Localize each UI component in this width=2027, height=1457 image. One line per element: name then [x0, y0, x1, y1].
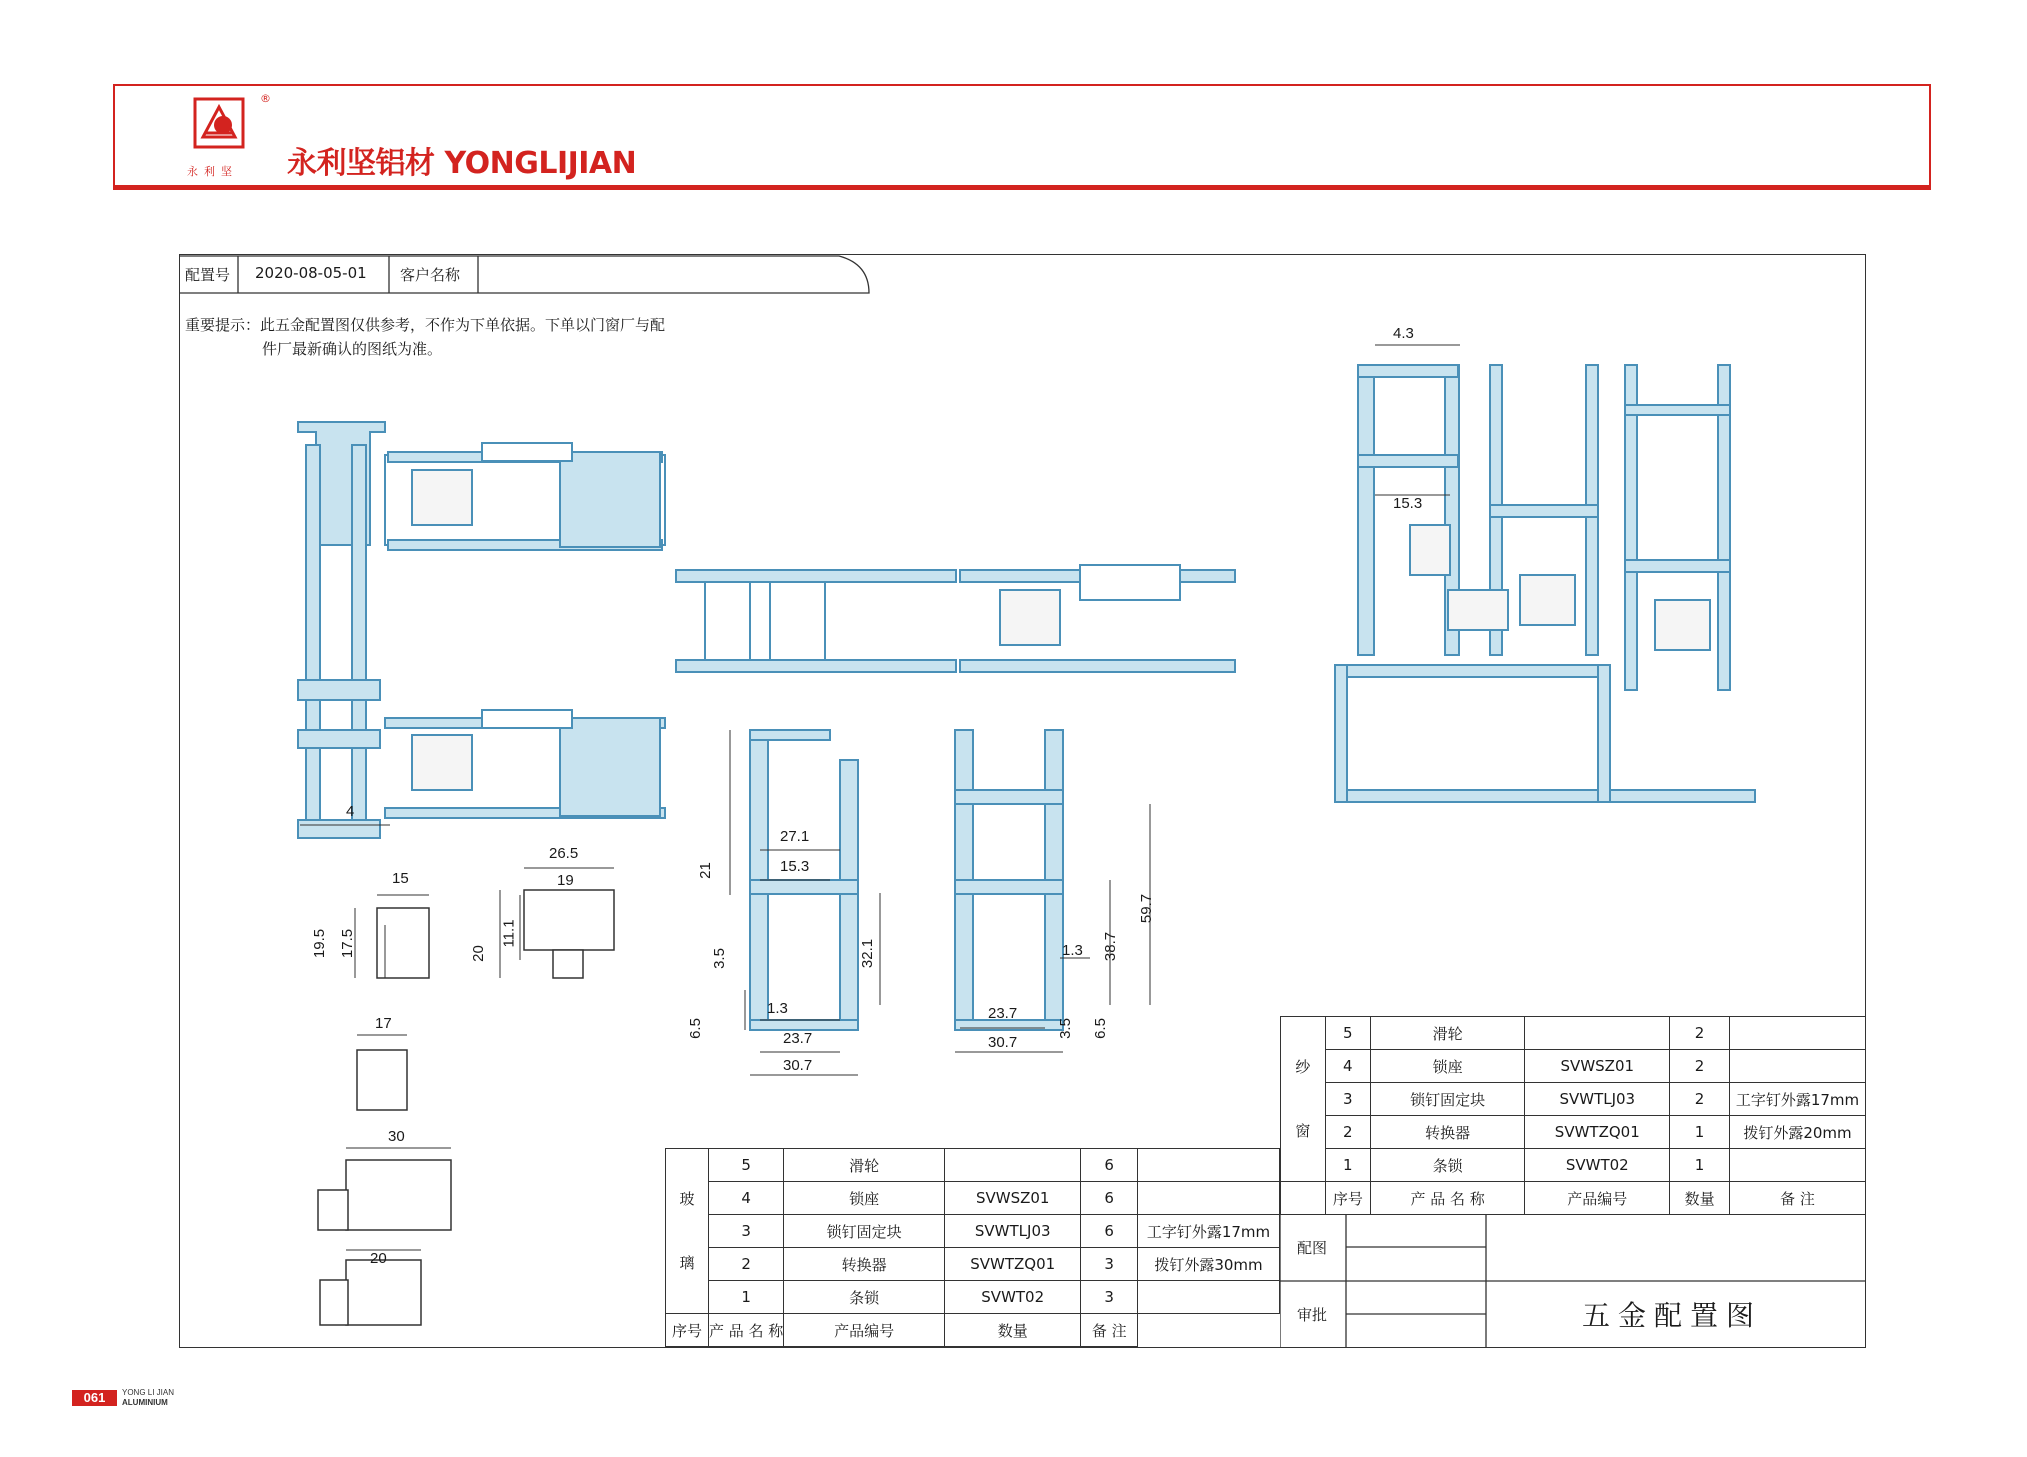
dim-label: 30.7	[988, 1034, 1018, 1051]
cell-code: SVWT02	[1525, 1149, 1670, 1182]
header-name: 产 品 名 称	[1370, 1182, 1525, 1215]
dim-label: 20	[469, 945, 487, 962]
header-remark: 备 注	[1730, 1182, 1866, 1215]
cell-code: SVWT02	[944, 1281, 1080, 1314]
cell-remark	[1137, 1182, 1279, 1215]
dim-label: 19.5	[311, 928, 329, 959]
dim-label: 1.3	[1062, 942, 1083, 959]
table-header-row	[666, 1314, 1280, 1347]
table-row	[1281, 1083, 1866, 1116]
cell-qty: 1	[1670, 1116, 1730, 1149]
cell-qty: 6	[1081, 1149, 1138, 1182]
dim-label: 4.3	[1393, 325, 1414, 342]
cell-qty: 3	[1081, 1281, 1138, 1314]
cell-name: 锁座	[784, 1182, 945, 1215]
registered-mark: ®	[260, 92, 271, 105]
cell-remark	[1730, 1149, 1866, 1182]
cell-no: 5	[708, 1149, 783, 1182]
config-value: 2020-08-05-01	[255, 264, 367, 282]
cell-qty: 2	[1670, 1050, 1730, 1083]
header-no: 序号	[1325, 1182, 1370, 1215]
cell-remark	[1730, 1017, 1866, 1050]
header-remark: 备 注	[1081, 1314, 1138, 1347]
config-label: 配置号	[185, 266, 231, 284]
glass-bom-table	[665, 1148, 1280, 1347]
table-row	[666, 1182, 1280, 1215]
title-block-frame	[1280, 1214, 1866, 1348]
cell-name: 条锁	[1370, 1149, 1525, 1182]
cell-code: SVWSZ01	[944, 1182, 1080, 1215]
brand-name: 永利坚铝材 YONGLIJIAN	[287, 146, 637, 181]
dim-label: 3.5	[1056, 1018, 1074, 1039]
dim-label: 11.1	[500, 919, 518, 948]
cell-no: 1	[1325, 1149, 1370, 1182]
cell-name: 锁钉固定块	[784, 1215, 945, 1248]
note-line-2: 件厂最新确认的图纸为准。	[262, 340, 443, 358]
dim-label: 6.5	[686, 1018, 704, 1039]
header-code: 产品编号	[784, 1314, 945, 1347]
approve-label: 审批	[1297, 1306, 1328, 1324]
screen-bom-table	[1280, 1016, 1866, 1215]
dim-label: 23.7	[783, 1030, 813, 1047]
interlock-profile	[676, 565, 1235, 672]
dim-label: 1.3	[767, 1000, 788, 1017]
dim-label: 6.5	[1091, 1018, 1109, 1039]
drawing-label: 配图	[1297, 1239, 1328, 1257]
dim-label: 27.1	[780, 828, 810, 845]
cell-no: 2	[1325, 1116, 1370, 1149]
screen-assembly	[1335, 365, 1755, 802]
dim-label: 59.7	[1138, 893, 1156, 924]
dim-label: 15.3	[1393, 495, 1423, 512]
cell-qty: 2	[1670, 1017, 1730, 1050]
cell-name: 条锁	[784, 1281, 945, 1314]
cell-qty: 6	[1081, 1215, 1138, 1248]
header-code: 产品编号	[1525, 1182, 1670, 1215]
dim-label: 21	[696, 862, 714, 879]
dim-label: 30	[388, 1128, 405, 1145]
dim-label: 3.5	[710, 948, 728, 969]
cell-no: 4	[1325, 1050, 1370, 1083]
dim-label: 17.5	[339, 928, 357, 959]
dim-label: 19	[557, 872, 574, 889]
cell-code: SVWTLJ03	[1525, 1083, 1670, 1116]
drawing-title: 五金配置图	[1582, 1299, 1763, 1332]
table-row	[666, 1215, 1280, 1248]
cell-no: 4	[708, 1182, 783, 1215]
footer-sub: ALUMINIUM	[122, 1398, 168, 1407]
cell-code: SVWSZ01	[1525, 1050, 1670, 1083]
dim-label: 20	[370, 1250, 387, 1267]
cell-no: 1	[708, 1281, 783, 1314]
cell-remark	[1730, 1050, 1866, 1083]
dim-label: 23.7	[988, 1005, 1018, 1022]
cell-qty: 3	[1081, 1248, 1138, 1281]
table-row	[666, 1281, 1280, 1314]
cell-remark: 拨钉外露20mm	[1730, 1116, 1866, 1149]
hardware-parts	[318, 890, 614, 1325]
cell-code	[944, 1149, 1080, 1182]
cell-remark	[1137, 1281, 1279, 1314]
logo-subtext: 永利坚	[187, 165, 238, 178]
cell-name: 滑轮	[784, 1149, 945, 1182]
table-row	[666, 1149, 1280, 1182]
table-row	[1281, 1017, 1866, 1050]
cell-code: SVWTLJ03	[944, 1215, 1080, 1248]
cell-name: 滑轮	[1370, 1017, 1525, 1050]
header-no: 序号	[666, 1314, 709, 1347]
cell-qty: 1	[1670, 1149, 1730, 1182]
cell-remark: 拨钉外露30mm	[1137, 1248, 1279, 1281]
cell-name: 转换器	[1370, 1116, 1525, 1149]
header-name: 产 品 名 称	[708, 1314, 783, 1347]
table-row	[1281, 1116, 1866, 1149]
corner-profile	[298, 422, 665, 838]
dim-label: 26.5	[549, 845, 579, 862]
note-line-1: 重要提示：此五金配置图仅供参考，不作为下单依据。下单以门窗厂与配	[185, 316, 666, 334]
screen-side-label: 纱 窗	[1281, 1017, 1326, 1182]
table-row	[666, 1248, 1280, 1281]
dim-label: 15.3	[780, 858, 810, 875]
cell-name: 锁座	[1370, 1050, 1525, 1083]
customer-label: 客户名称	[400, 266, 461, 284]
table-row	[1281, 1149, 1866, 1182]
header-qty: 数量	[1670, 1182, 1730, 1215]
dim-label: 4	[346, 803, 355, 820]
cell-name: 转换器	[784, 1248, 945, 1281]
cell-no: 3	[708, 1215, 783, 1248]
cell-remark: 工字钉外露17mm	[1137, 1215, 1279, 1248]
cell-remark: 工字钉外露17mm	[1730, 1083, 1866, 1116]
cell-no: 5	[1325, 1017, 1370, 1050]
footer-brand: YONG LI JIAN	[122, 1388, 175, 1397]
glass-side-label: 玻 璃	[666, 1149, 709, 1314]
dim-label: 15	[392, 870, 409, 887]
cell-qty: 6	[1081, 1182, 1138, 1215]
cell-code: SVWTZQ01	[1525, 1116, 1670, 1149]
cell-name: 锁钉固定块	[1370, 1083, 1525, 1116]
cell-no: 3	[1325, 1083, 1370, 1116]
header-qty: 数量	[944, 1314, 1080, 1347]
cell-remark	[1137, 1149, 1279, 1182]
cell-qty: 2	[1670, 1083, 1730, 1116]
table-row	[1281, 1050, 1866, 1083]
dim-label: 17	[375, 1015, 392, 1032]
dim-label: 32.1	[859, 938, 877, 969]
table-header-row	[1281, 1182, 1866, 1215]
page-number: 061	[72, 1390, 117, 1406]
dim-label: 38.7	[1102, 931, 1120, 962]
sash-profile-b	[955, 730, 1063, 1030]
cell-code: SVWTZQ01	[944, 1248, 1080, 1281]
cell-no: 2	[708, 1248, 783, 1281]
cell-code	[1525, 1017, 1670, 1050]
dim-label: 30.7	[783, 1057, 813, 1074]
